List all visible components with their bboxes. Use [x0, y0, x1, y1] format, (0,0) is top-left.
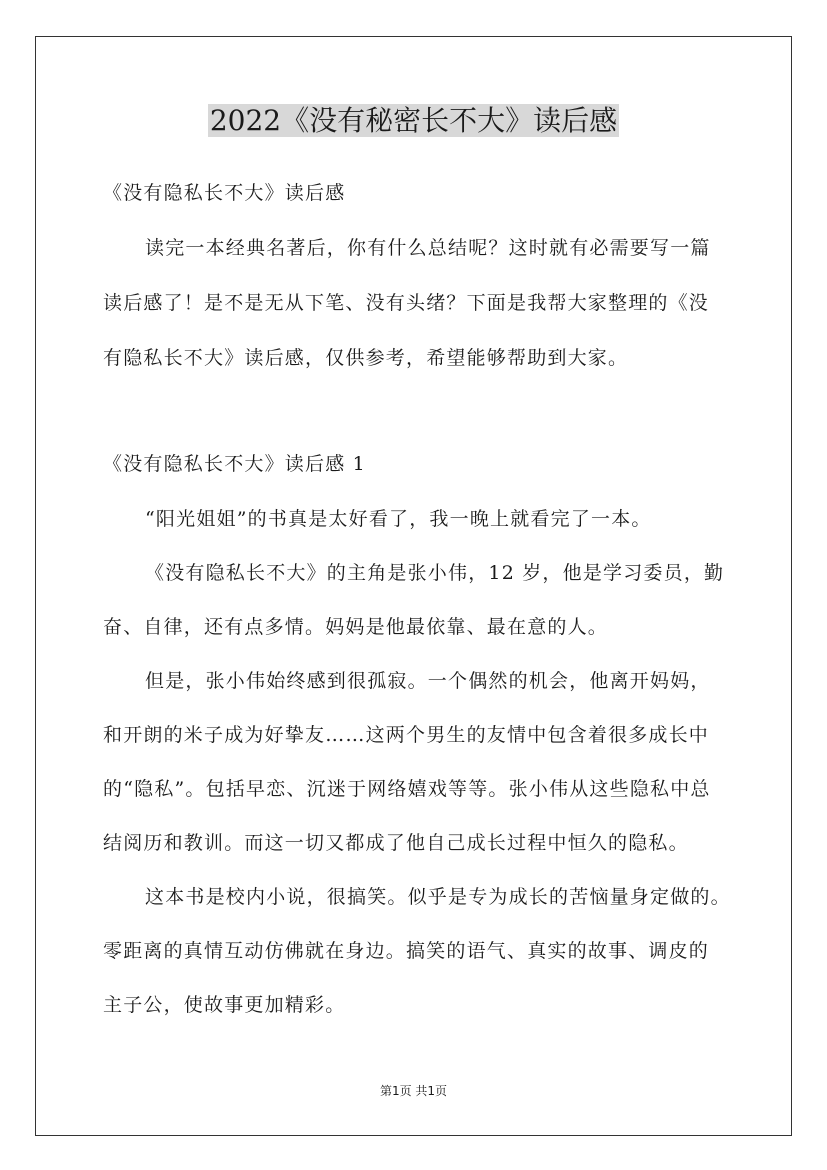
body-line-2: 《没有隐私长不大》的主角是张小伟，12 岁，他是学习委员，勤 [145, 562, 725, 584]
body-line-5: 和开朗的米子成为好挚友……这两个男生的友情中包含着很多成长中 [103, 724, 710, 746]
subtitle: 《没有隐私长不大》读后感 [103, 182, 346, 204]
body-line-10: 主子公，使故事更加精彩。 [103, 994, 346, 1016]
document-title: 2022《没有秘密长不大》读后感 [209, 104, 618, 137]
intro-line-2: 读后感了！是不是无从下笔、没有头绪？下面是我帮大家整理的《没 [103, 292, 710, 314]
section-heading: 《没有隐私长不大》读后感 1 [103, 453, 366, 475]
intro-line-1: 读完一本经典名著后，你有什么总结呢？这时就有必需要写一篇 [145, 237, 711, 259]
body-line-6: 的“隐私”。包括早恋、沉迷于网络嬉戏等等。张小伟从这些隐私中总 [103, 778, 711, 800]
body-line-9: 零距离的真情互动仿佛就在身边。搞笑的语气、真实的故事、调皮的 [103, 940, 710, 962]
body-line-7: 结阅历和教训。而这一切又都成了他自己成长过程中恒久的隐私。 [103, 832, 689, 854]
page-footer: 第1页 共1页 [379, 1084, 448, 1098]
body-line-8: 这本书是校内小说，很搞笑。似乎是专为成长的苦恼量身定做的。 [145, 886, 731, 908]
body-line-3: 奋、自律，还有点多情。妈妈是他最依靠、最在意的人。 [103, 616, 609, 638]
body-line-4: 但是，张小伟始终感到很孤寂。一个偶然的机会，他离开妈妈， [145, 670, 711, 692]
body-line-1: “阳光姐姐”的书真是太好看了，我一晚上就看完了一本。 [145, 508, 652, 530]
intro-line-3: 有隐私长不大》读后感，仅供参考，希望能够帮助到大家。 [103, 347, 629, 369]
